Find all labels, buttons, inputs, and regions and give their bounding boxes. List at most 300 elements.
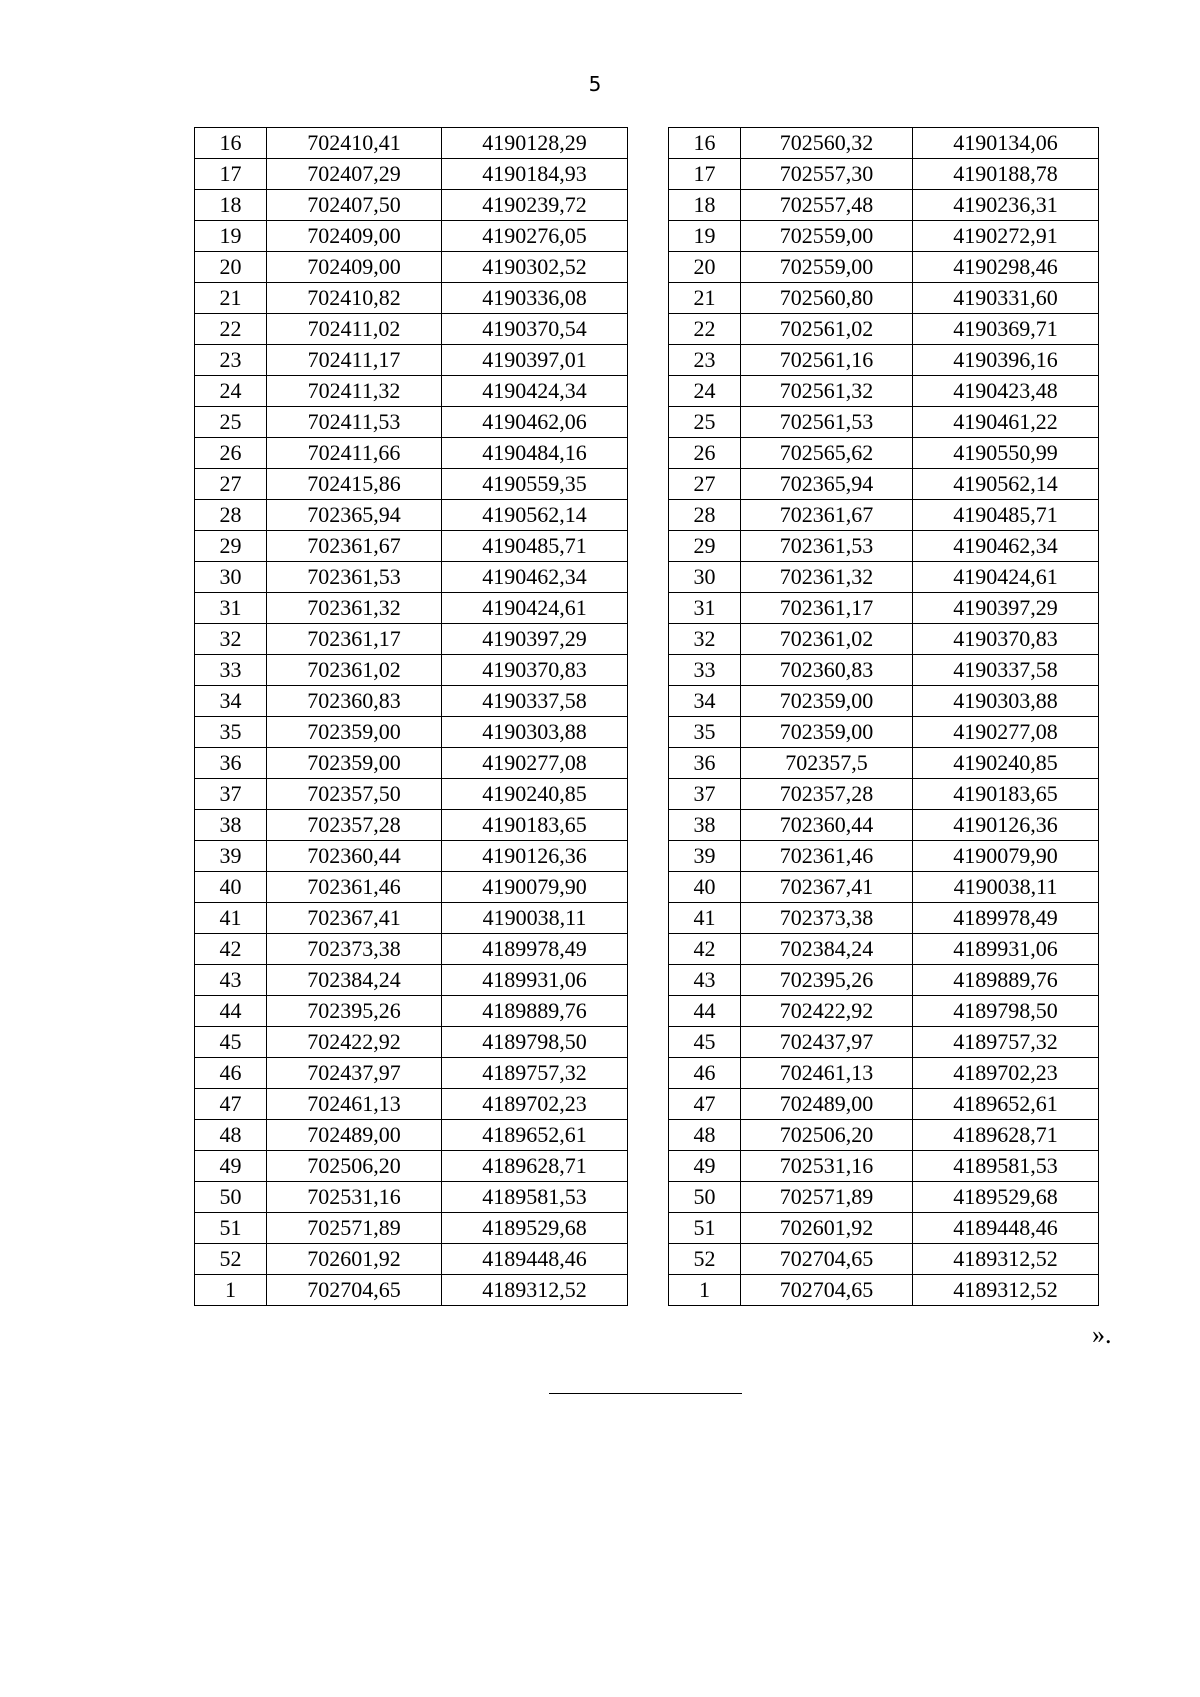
point-number-cell: 33 — [669, 655, 741, 686]
y-coordinate-cell: 4189448,46 — [442, 1244, 628, 1275]
x-coordinate-cell: 702373,38 — [267, 934, 442, 965]
x-coordinate-cell: 702360,44 — [741, 810, 913, 841]
table-row — [195, 748, 628, 779]
y-coordinate-cell: 4189798,50 — [442, 1027, 628, 1058]
x-coordinate-cell: 702360,44 — [267, 841, 442, 872]
table-row — [669, 1089, 1099, 1120]
table-row — [195, 190, 628, 221]
x-coordinate-cell: 702561,16 — [741, 345, 913, 376]
point-number-cell: 45 — [669, 1027, 741, 1058]
table-row — [669, 593, 1099, 624]
point-number-cell: 37 — [195, 779, 267, 810]
x-coordinate-cell: 702407,29 — [267, 159, 442, 190]
table-row — [669, 934, 1099, 965]
x-coordinate-cell: 702531,16 — [741, 1151, 913, 1182]
point-number-cell: 38 — [195, 810, 267, 841]
point-number-cell: 17 — [195, 159, 267, 190]
y-coordinate-cell: 4189529,68 — [913, 1182, 1099, 1213]
y-coordinate-cell: 4190370,83 — [913, 624, 1099, 655]
point-number-cell: 46 — [669, 1058, 741, 1089]
table-row — [195, 345, 628, 376]
point-number-cell: 42 — [669, 934, 741, 965]
y-coordinate-cell: 4190461,22 — [913, 407, 1099, 438]
x-coordinate-cell: 702361,32 — [741, 562, 913, 593]
table-row — [669, 500, 1099, 531]
x-coordinate-cell: 702704,65 — [741, 1244, 913, 1275]
x-coordinate-cell: 702559,00 — [741, 252, 913, 283]
point-number-cell: 35 — [669, 717, 741, 748]
x-coordinate-cell: 702461,13 — [267, 1089, 442, 1120]
x-coordinate-cell: 702361,17 — [267, 624, 442, 655]
table-row — [195, 1089, 628, 1120]
x-coordinate-cell: 702561,53 — [741, 407, 913, 438]
table-row — [195, 438, 628, 469]
point-number-cell: 40 — [195, 872, 267, 903]
y-coordinate-cell: 4190423,48 — [913, 376, 1099, 407]
y-coordinate-cell: 4189702,23 — [442, 1089, 628, 1120]
table-row — [669, 438, 1099, 469]
y-coordinate-cell: 4190370,83 — [442, 655, 628, 686]
x-coordinate-cell: 702601,92 — [267, 1244, 442, 1275]
table-row — [669, 1182, 1099, 1213]
point-number-cell: 30 — [669, 562, 741, 593]
y-coordinate-cell: 4190239,72 — [442, 190, 628, 221]
table-row — [195, 1120, 628, 1151]
y-coordinate-cell: 4189529,68 — [442, 1213, 628, 1244]
y-coordinate-cell: 4190298,46 — [913, 252, 1099, 283]
table-row — [669, 686, 1099, 717]
point-number-cell: 49 — [195, 1151, 267, 1182]
point-number-cell: 23 — [669, 345, 741, 376]
table-right-body — [669, 128, 1099, 1306]
y-coordinate-cell: 4190134,06 — [913, 128, 1099, 159]
x-coordinate-cell: 702361,67 — [267, 531, 442, 562]
table-row — [669, 252, 1099, 283]
y-coordinate-cell: 4190462,06 — [442, 407, 628, 438]
table-row — [195, 1058, 628, 1089]
x-coordinate-cell: 702365,94 — [267, 500, 442, 531]
y-coordinate-cell: 4190276,05 — [442, 221, 628, 252]
point-number-cell: 51 — [669, 1213, 741, 1244]
table-row — [669, 314, 1099, 345]
point-number-cell: 28 — [669, 500, 741, 531]
x-coordinate-cell: 702410,41 — [267, 128, 442, 159]
y-coordinate-cell: 4189931,06 — [913, 934, 1099, 965]
y-coordinate-cell: 4190302,52 — [442, 252, 628, 283]
point-number-cell: 1 — [195, 1275, 267, 1306]
y-coordinate-cell: 4190370,54 — [442, 314, 628, 345]
table-row — [195, 1151, 628, 1182]
table-row — [195, 252, 628, 283]
point-number-cell: 35 — [195, 717, 267, 748]
y-coordinate-cell: 4189448,46 — [913, 1213, 1099, 1244]
table-row — [195, 407, 628, 438]
point-number-cell: 16 — [669, 128, 741, 159]
table-row — [669, 748, 1099, 779]
table-row — [669, 469, 1099, 500]
y-coordinate-cell: 4190484,16 — [442, 438, 628, 469]
point-number-cell: 18 — [195, 190, 267, 221]
x-coordinate-cell: 702409,00 — [267, 252, 442, 283]
y-coordinate-cell: 4189581,53 — [913, 1151, 1099, 1182]
y-coordinate-cell: 4189889,76 — [913, 965, 1099, 996]
y-coordinate-cell: 4189931,06 — [442, 965, 628, 996]
table-row — [195, 996, 628, 1027]
table-row — [669, 841, 1099, 872]
point-number-cell: 19 — [669, 221, 741, 252]
y-coordinate-cell: 4190424,34 — [442, 376, 628, 407]
y-coordinate-cell: 4189628,71 — [442, 1151, 628, 1182]
table-row — [669, 965, 1099, 996]
point-number-cell: 32 — [669, 624, 741, 655]
x-coordinate-cell: 702561,32 — [741, 376, 913, 407]
y-coordinate-cell: 4190236,31 — [913, 190, 1099, 221]
point-number-cell: 50 — [195, 1182, 267, 1213]
table-row — [669, 1275, 1099, 1306]
point-number-cell: 39 — [669, 841, 741, 872]
x-coordinate-cell: 702411,32 — [267, 376, 442, 407]
table-row — [195, 593, 628, 624]
y-coordinate-cell: 4190462,34 — [913, 531, 1099, 562]
point-number-cell: 42 — [195, 934, 267, 965]
x-coordinate-cell: 702704,65 — [741, 1275, 913, 1306]
point-number-cell: 24 — [669, 376, 741, 407]
point-number-cell: 37 — [669, 779, 741, 810]
table-row — [669, 221, 1099, 252]
table-row — [195, 531, 628, 562]
table-row — [195, 717, 628, 748]
y-coordinate-cell: 4190559,35 — [442, 469, 628, 500]
table-row — [669, 376, 1099, 407]
x-coordinate-cell: 702557,48 — [741, 190, 913, 221]
x-coordinate-cell: 702422,92 — [267, 1027, 442, 1058]
y-coordinate-cell: 4189312,52 — [913, 1244, 1099, 1275]
table-row — [669, 407, 1099, 438]
y-coordinate-cell: 4189889,76 — [442, 996, 628, 1027]
y-coordinate-cell: 4190485,71 — [442, 531, 628, 562]
y-coordinate-cell: 4190184,93 — [442, 159, 628, 190]
point-number-cell: 46 — [195, 1058, 267, 1089]
y-coordinate-cell: 4190240,85 — [442, 779, 628, 810]
point-number-cell: 22 — [195, 314, 267, 345]
point-number-cell: 21 — [195, 283, 267, 314]
y-coordinate-cell: 4189581,53 — [442, 1182, 628, 1213]
x-coordinate-cell: 702531,16 — [267, 1182, 442, 1213]
point-number-cell: 21 — [669, 283, 741, 314]
table-row — [195, 1244, 628, 1275]
table-row — [195, 624, 628, 655]
y-coordinate-cell: 4190562,14 — [913, 469, 1099, 500]
table-left-body — [195, 128, 628, 1306]
point-number-cell: 23 — [195, 345, 267, 376]
x-coordinate-cell: 702489,00 — [741, 1089, 913, 1120]
x-coordinate-cell: 702571,89 — [267, 1213, 442, 1244]
table-row — [669, 996, 1099, 1027]
y-coordinate-cell: 4189702,23 — [913, 1058, 1099, 1089]
x-coordinate-cell: 702359,00 — [741, 686, 913, 717]
x-coordinate-cell: 702357,50 — [267, 779, 442, 810]
point-number-cell: 39 — [195, 841, 267, 872]
x-coordinate-cell: 702704,65 — [267, 1275, 442, 1306]
y-coordinate-cell: 4190183,65 — [442, 810, 628, 841]
point-number-cell: 26 — [669, 438, 741, 469]
table-row — [669, 1120, 1099, 1151]
point-number-cell: 49 — [669, 1151, 741, 1182]
table-row — [195, 934, 628, 965]
y-coordinate-cell: 4190126,36 — [913, 810, 1099, 841]
y-coordinate-cell: 4190369,71 — [913, 314, 1099, 345]
point-number-cell: 45 — [195, 1027, 267, 1058]
y-coordinate-cell: 4190277,08 — [913, 717, 1099, 748]
x-coordinate-cell: 702557,30 — [741, 159, 913, 190]
x-coordinate-cell: 702571,89 — [741, 1182, 913, 1213]
point-number-cell: 43 — [195, 965, 267, 996]
x-coordinate-cell: 702357,28 — [741, 779, 913, 810]
y-coordinate-cell: 4190272,91 — [913, 221, 1099, 252]
point-number-cell: 47 — [669, 1089, 741, 1120]
table-row — [195, 810, 628, 841]
y-coordinate-cell: 4190126,36 — [442, 841, 628, 872]
table-row — [669, 1151, 1099, 1182]
x-coordinate-cell: 702437,97 — [267, 1058, 442, 1089]
x-coordinate-cell: 702395,26 — [267, 996, 442, 1027]
x-coordinate-cell: 702411,02 — [267, 314, 442, 345]
point-number-cell: 43 — [669, 965, 741, 996]
x-coordinate-cell: 702361,32 — [267, 593, 442, 624]
y-coordinate-cell: 4190396,16 — [913, 345, 1099, 376]
table-row — [195, 1213, 628, 1244]
table-row — [669, 562, 1099, 593]
x-coordinate-cell: 702359,00 — [267, 748, 442, 779]
table-row — [195, 283, 628, 314]
point-number-cell: 31 — [669, 593, 741, 624]
y-coordinate-cell: 4190485,71 — [913, 500, 1099, 531]
point-number-cell: 50 — [669, 1182, 741, 1213]
table-row — [195, 686, 628, 717]
y-coordinate-cell: 4190240,85 — [913, 748, 1099, 779]
point-number-cell: 48 — [195, 1120, 267, 1151]
y-coordinate-cell: 4190277,08 — [442, 748, 628, 779]
table-row — [195, 500, 628, 531]
y-coordinate-cell: 4190424,61 — [913, 562, 1099, 593]
table-row — [195, 779, 628, 810]
x-coordinate-cell: 702407,50 — [267, 190, 442, 221]
point-number-cell: 34 — [195, 686, 267, 717]
point-number-cell: 22 — [669, 314, 741, 345]
table-row — [669, 779, 1099, 810]
x-coordinate-cell: 702361,67 — [741, 500, 913, 531]
point-number-cell: 36 — [195, 748, 267, 779]
table-row — [195, 841, 628, 872]
point-number-cell: 27 — [195, 469, 267, 500]
x-coordinate-cell: 702506,20 — [741, 1120, 913, 1151]
x-coordinate-cell: 702560,80 — [741, 283, 913, 314]
x-coordinate-cell: 702410,82 — [267, 283, 442, 314]
table-row — [669, 128, 1099, 159]
x-coordinate-cell: 702361,02 — [267, 655, 442, 686]
x-coordinate-cell: 702361,02 — [741, 624, 913, 655]
y-coordinate-cell: 4190424,61 — [442, 593, 628, 624]
x-coordinate-cell: 702367,41 — [267, 903, 442, 934]
y-coordinate-cell: 4189628,71 — [913, 1120, 1099, 1151]
y-coordinate-cell: 4190337,58 — [442, 686, 628, 717]
x-coordinate-cell: 702395,26 — [741, 965, 913, 996]
x-coordinate-cell: 702415,86 — [267, 469, 442, 500]
table-row — [195, 1275, 628, 1306]
x-coordinate-cell: 702384,24 — [267, 965, 442, 996]
y-coordinate-cell: 4190336,08 — [442, 283, 628, 314]
table-row — [195, 159, 628, 190]
point-number-cell: 20 — [669, 252, 741, 283]
y-coordinate-cell: 4189652,61 — [913, 1089, 1099, 1120]
point-number-cell: 20 — [195, 252, 267, 283]
point-number-cell: 52 — [669, 1244, 741, 1275]
x-coordinate-cell: 702359,00 — [267, 717, 442, 748]
table-row — [669, 283, 1099, 314]
point-number-cell: 31 — [195, 593, 267, 624]
table-row — [195, 469, 628, 500]
y-coordinate-cell: 4189978,49 — [913, 903, 1099, 934]
x-coordinate-cell: 702361,46 — [267, 872, 442, 903]
table-row — [195, 128, 628, 159]
y-coordinate-cell: 4189312,52 — [442, 1275, 628, 1306]
point-number-cell: 52 — [195, 1244, 267, 1275]
y-coordinate-cell: 4190337,58 — [913, 655, 1099, 686]
x-coordinate-cell: 702489,00 — [267, 1120, 442, 1151]
table-row — [669, 345, 1099, 376]
point-number-cell: 33 — [195, 655, 267, 686]
x-coordinate-cell: 702409,00 — [267, 221, 442, 252]
point-number-cell: 27 — [669, 469, 741, 500]
x-coordinate-cell: 702565,62 — [741, 438, 913, 469]
table-row — [669, 1244, 1099, 1275]
x-coordinate-cell: 702361,46 — [741, 841, 913, 872]
y-coordinate-cell: 4189978,49 — [442, 934, 628, 965]
x-coordinate-cell: 702561,02 — [741, 314, 913, 345]
table-row — [669, 1027, 1099, 1058]
x-coordinate-cell: 702359,00 — [741, 717, 913, 748]
point-number-cell: 38 — [669, 810, 741, 841]
y-coordinate-cell: 4190038,11 — [442, 903, 628, 934]
x-coordinate-cell: 702360,83 — [267, 686, 442, 717]
y-coordinate-cell: 4190303,88 — [442, 717, 628, 748]
y-coordinate-cell: 4190183,65 — [913, 779, 1099, 810]
table-row — [195, 1182, 628, 1213]
x-coordinate-cell: 702411,53 — [267, 407, 442, 438]
table-row — [195, 1027, 628, 1058]
y-coordinate-cell: 4190462,34 — [442, 562, 628, 593]
point-number-cell: 34 — [669, 686, 741, 717]
point-number-cell: 29 — [669, 531, 741, 562]
point-number-cell: 18 — [669, 190, 741, 221]
x-coordinate-cell: 702559,00 — [741, 221, 913, 252]
point-number-cell: 47 — [195, 1089, 267, 1120]
x-coordinate-cell: 702361,53 — [267, 562, 442, 593]
table-row — [669, 1213, 1099, 1244]
table-row — [195, 562, 628, 593]
page-number: 5 — [588, 72, 602, 96]
point-number-cell: 19 — [195, 221, 267, 252]
point-number-cell: 30 — [195, 562, 267, 593]
table-row — [669, 872, 1099, 903]
point-number-cell: 41 — [195, 903, 267, 934]
point-number-cell: 41 — [669, 903, 741, 934]
table-row — [195, 221, 628, 252]
y-coordinate-cell: 4189757,32 — [913, 1027, 1099, 1058]
point-number-cell: 25 — [195, 407, 267, 438]
x-coordinate-cell: 702365,94 — [741, 469, 913, 500]
table-row — [669, 624, 1099, 655]
closing-quote-mark: ». — [1092, 1320, 1112, 1349]
x-coordinate-cell: 702506,20 — [267, 1151, 442, 1182]
point-number-cell: 24 — [195, 376, 267, 407]
y-coordinate-cell: 4190397,29 — [913, 593, 1099, 624]
table-row — [195, 376, 628, 407]
x-coordinate-cell: 702437,97 — [741, 1027, 913, 1058]
point-number-cell: 51 — [195, 1213, 267, 1244]
table-row — [669, 655, 1099, 686]
coordinates-table-right — [668, 127, 1099, 1306]
table-row — [195, 314, 628, 345]
point-number-cell: 28 — [195, 500, 267, 531]
y-coordinate-cell: 4190079,90 — [913, 841, 1099, 872]
y-coordinate-cell: 4189652,61 — [442, 1120, 628, 1151]
y-coordinate-cell: 4189798,50 — [913, 996, 1099, 1027]
table-row — [669, 190, 1099, 221]
y-coordinate-cell: 4190188,78 — [913, 159, 1099, 190]
x-coordinate-cell: 702422,92 — [741, 996, 913, 1027]
x-coordinate-cell: 702601,92 — [741, 1213, 913, 1244]
x-coordinate-cell: 702373,38 — [741, 903, 913, 934]
x-coordinate-cell: 702384,24 — [741, 934, 913, 965]
y-coordinate-cell: 4190550,99 — [913, 438, 1099, 469]
table-row — [195, 872, 628, 903]
x-coordinate-cell: 702361,53 — [741, 531, 913, 562]
y-coordinate-cell: 4189312,52 — [913, 1275, 1099, 1306]
x-coordinate-cell: 702361,17 — [741, 593, 913, 624]
y-coordinate-cell: 4190331,60 — [913, 283, 1099, 314]
point-number-cell: 48 — [669, 1120, 741, 1151]
point-number-cell: 29 — [195, 531, 267, 562]
y-coordinate-cell: 4190128,29 — [442, 128, 628, 159]
point-number-cell: 25 — [669, 407, 741, 438]
y-coordinate-cell: 4190397,01 — [442, 345, 628, 376]
y-coordinate-cell: 4190038,11 — [913, 872, 1099, 903]
x-coordinate-cell: 702461,13 — [741, 1058, 913, 1089]
point-number-cell: 44 — [669, 996, 741, 1027]
table-row — [669, 1058, 1099, 1089]
point-number-cell: 44 — [195, 996, 267, 1027]
point-number-cell: 26 — [195, 438, 267, 469]
y-coordinate-cell: 4190562,14 — [442, 500, 628, 531]
y-coordinate-cell: 4190397,29 — [442, 624, 628, 655]
x-coordinate-cell: 702411,66 — [267, 438, 442, 469]
separator-line — [549, 1393, 742, 1394]
table-row — [669, 810, 1099, 841]
coordinates-table-left — [194, 127, 628, 1306]
point-number-cell: 40 — [669, 872, 741, 903]
point-number-cell: 1 — [669, 1275, 741, 1306]
y-coordinate-cell: 4190079,90 — [442, 872, 628, 903]
table-row — [669, 717, 1099, 748]
table-row — [669, 159, 1099, 190]
x-coordinate-cell: 702357,28 — [267, 810, 442, 841]
point-number-cell: 17 — [669, 159, 741, 190]
table-row — [195, 965, 628, 996]
table-row — [669, 531, 1099, 562]
table-row — [195, 903, 628, 934]
x-coordinate-cell: 702411,17 — [267, 345, 442, 376]
